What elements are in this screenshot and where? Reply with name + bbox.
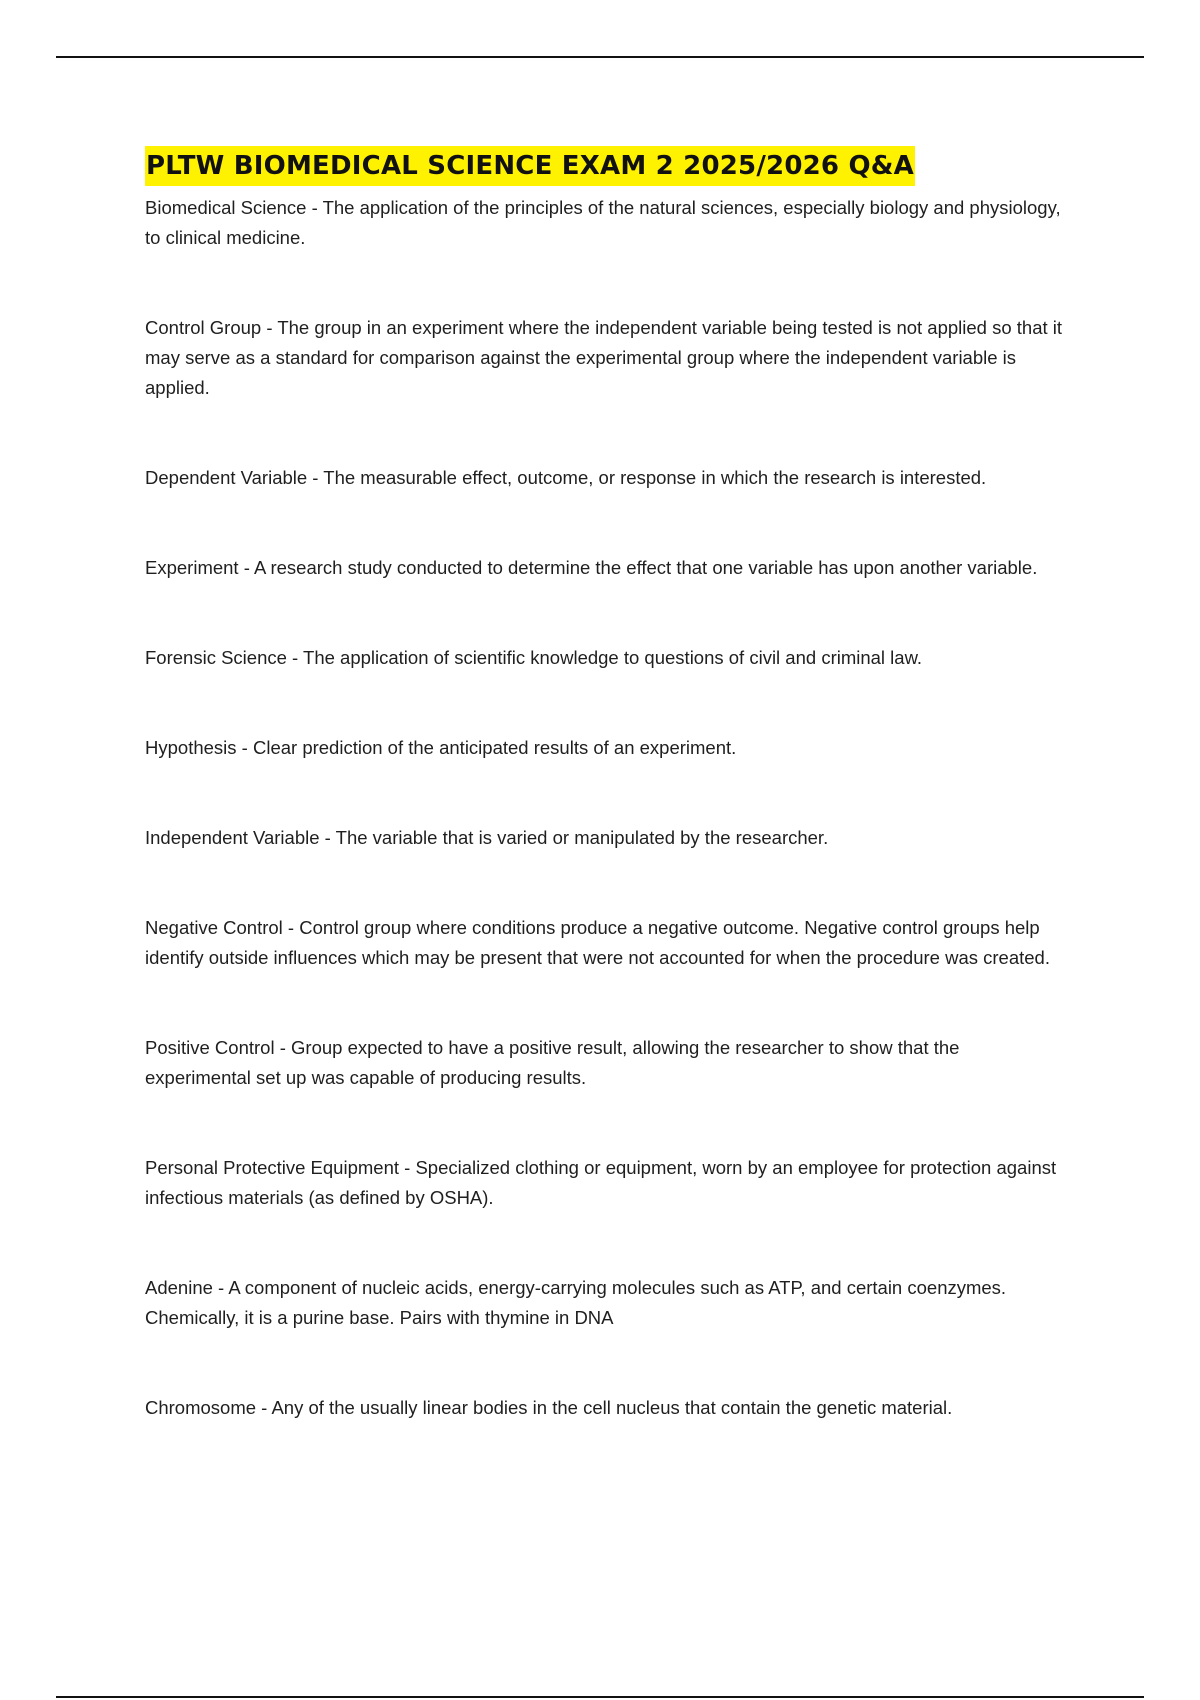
entry-chromosome bbox=[145, 1393, 1065, 1423]
entry-experiment bbox=[145, 553, 1065, 583]
entry-personal-protective-equipment bbox=[145, 1153, 1065, 1213]
entry-term: Experiment bbox=[145, 557, 239, 578]
entry-separator: - bbox=[236, 737, 253, 758]
entry-term: Forensic Science bbox=[145, 647, 287, 668]
document-title: PLTW BIOMEDICAL SCIENCE EXAM 2 2025/2026 Q&A bbox=[145, 146, 915, 186]
entry-separator: - bbox=[307, 467, 324, 488]
entry-term: Control Group bbox=[145, 317, 262, 338]
entry-term: Personal Protective Equipment bbox=[145, 1157, 399, 1178]
entry-separator: - bbox=[256, 1397, 272, 1418]
entry-definition: A research study conducted to determine the effect that one variable has upon another variable. bbox=[254, 557, 1038, 578]
entry-separator: - bbox=[212, 1277, 229, 1298]
entry-term: Adenine bbox=[145, 1277, 213, 1298]
entry-term: Hypothesis bbox=[145, 737, 237, 758]
entry-hypothesis bbox=[145, 733, 1065, 763]
entry-forensic-science bbox=[145, 643, 1065, 673]
entry-definition: The measurable effect, outcome, or response in which the research is interested. bbox=[323, 467, 987, 488]
entry-separator: - bbox=[282, 917, 300, 938]
entry-separator: - bbox=[261, 317, 278, 338]
entry-definition: The application of the principles of the natural sciences, especially biology and physiology, to clinical medicine. bbox=[145, 197, 1061, 248]
entry-definition: Any of the usually linear bodies in the cell nucleus that contain the genetic material. bbox=[271, 1397, 953, 1418]
entry-definition: A component of nucleic acids, energy-carrying molecules such as ATP, and certain coenzymes. Chemically, it is a purine base. Pairs with thymine in DNA bbox=[145, 1277, 1007, 1328]
entry-term: Positive Control bbox=[145, 1037, 275, 1058]
entry-definition: The application of scientific knowledge to questions of civil and criminal law. bbox=[303, 647, 923, 668]
entry-adenine bbox=[145, 1273, 1065, 1333]
entry-biomedical-science bbox=[145, 193, 1065, 253]
entry-separator: - bbox=[238, 557, 254, 578]
entry-definition: The variable that is varied or manipulated by the researcher. bbox=[335, 827, 829, 848]
entry-definition: The group in an experiment where the independent variable being tested is not applied so that it may serve as a standard for comparison against the experimental group where the independent variable is applied. bbox=[145, 317, 1063, 398]
entry-separator: - bbox=[286, 647, 304, 668]
entry-positive-control bbox=[145, 1033, 1065, 1093]
entry-term: Biomedical Science bbox=[145, 197, 307, 218]
entry-definition: Clear prediction of the anticipated results of an experiment. bbox=[252, 737, 737, 758]
entry-term: Negative Control bbox=[145, 917, 283, 938]
entry-dependent-variable bbox=[145, 463, 1065, 493]
entry-separator: - bbox=[319, 827, 336, 848]
entry-definition: Control group where conditions produce a negative outcome. Negative control groups help identify outside influences which may be present that were not accounted for when the procedure was created. bbox=[145, 917, 1050, 968]
bottom-rule bbox=[56, 1696, 1144, 1698]
entry-term: Dependent Variable bbox=[145, 467, 308, 488]
entry-definition: Specialized clothing or equipment, worn by an employee for protection against infectious materials (as defined by OSHA). bbox=[145, 1157, 1057, 1208]
entry-negative-control bbox=[145, 913, 1065, 973]
top-rule bbox=[56, 56, 1144, 58]
entry-control-group bbox=[145, 313, 1065, 403]
entry-separator: - bbox=[399, 1157, 416, 1178]
entry-definition: Group expected to have a positive result, allowing the researcher to show that the experimental set up was capable of producing results. bbox=[145, 1037, 960, 1088]
entry-separator: - bbox=[274, 1037, 292, 1058]
entry-term: Chromosome bbox=[145, 1397, 257, 1418]
document-body bbox=[145, 146, 1065, 1483]
entry-term: Independent Variable bbox=[145, 827, 320, 848]
entry-independent-variable bbox=[145, 823, 1065, 853]
entry-separator: - bbox=[306, 197, 323, 218]
